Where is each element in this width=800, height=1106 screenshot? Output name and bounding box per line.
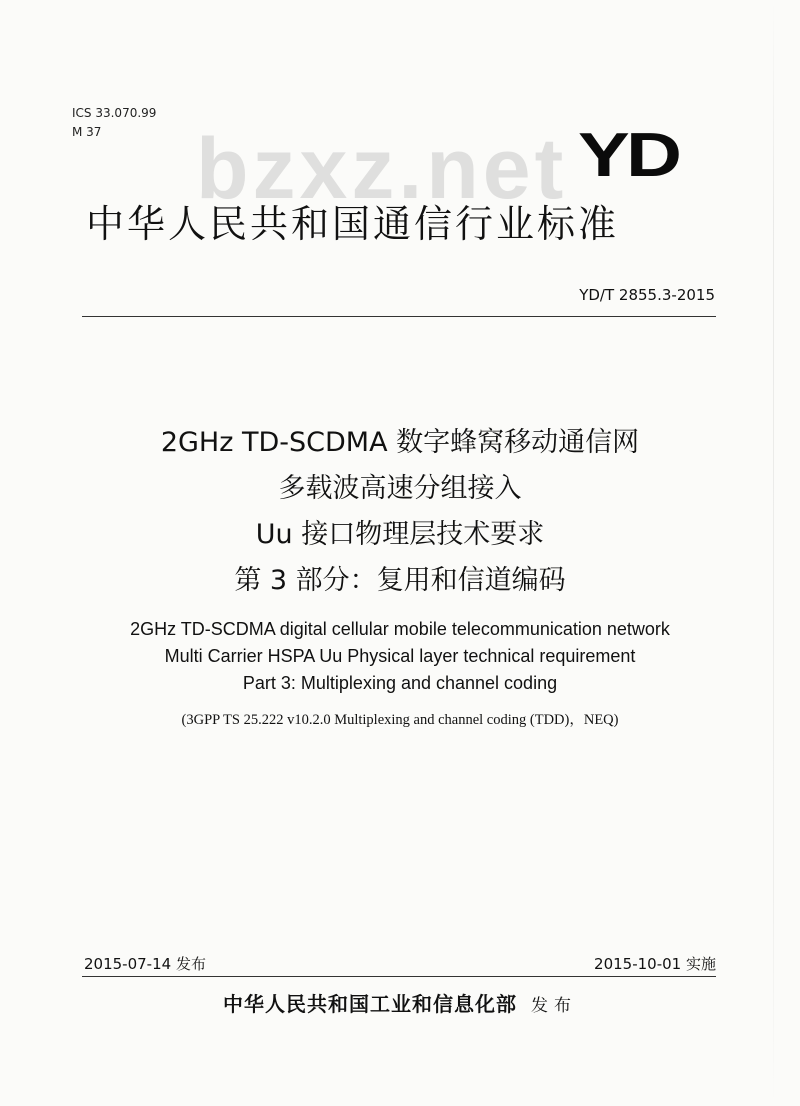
issue-date: 2015-07-14 发布 [84, 955, 206, 973]
ccs-code: M 37 [72, 125, 102, 139]
chinese-title-line: Uu 接口物理层技术要求 [255, 519, 545, 550]
yd-logo: YD [578, 121, 679, 190]
ics-code: ICS 33.070.99 [72, 106, 157, 120]
classification-codes [72, 104, 156, 142]
chinese-title-line: 多载波高速分组接入 [278, 473, 522, 504]
chinese-title [0, 420, 800, 604]
watermark: bzxz.net [196, 121, 568, 217]
implementation-date: 2015-10-01 实施 [594, 955, 716, 973]
publisher [0, 988, 800, 1017]
publish-verb: 发布 [531, 996, 577, 1016]
top-rule [82, 316, 716, 317]
reference-standard: (3GPP TS 25.222 v10.2.0 Multiplexing and channel coding (TDD)，NEQ) [181, 712, 619, 728]
bottom-rule [82, 976, 716, 977]
english-title-line: Multi Carrier HSPA Uu Physical layer technical requirement [164, 646, 636, 666]
standard-title: 中华人民共和国通信行业标准 [86, 202, 620, 246]
english-title [0, 616, 800, 697]
english-title-line: Part 3: Multiplexing and channel coding [242, 673, 558, 693]
english-title-line: 2GHz TD-SCDMA digital cellular mobile telecommunication network [130, 619, 670, 639]
chinese-title-line: 2GHz TD-SCDMA 数字蜂窝移动通信网 [160, 427, 640, 458]
chinese-title-line: 第 3 部分：复用和信道编码 [234, 565, 566, 596]
standard-number: YD/T 2855.3-2015 [579, 286, 715, 304]
publisher-name: 中华人民共和国工业和信息化部 [223, 992, 517, 1016]
